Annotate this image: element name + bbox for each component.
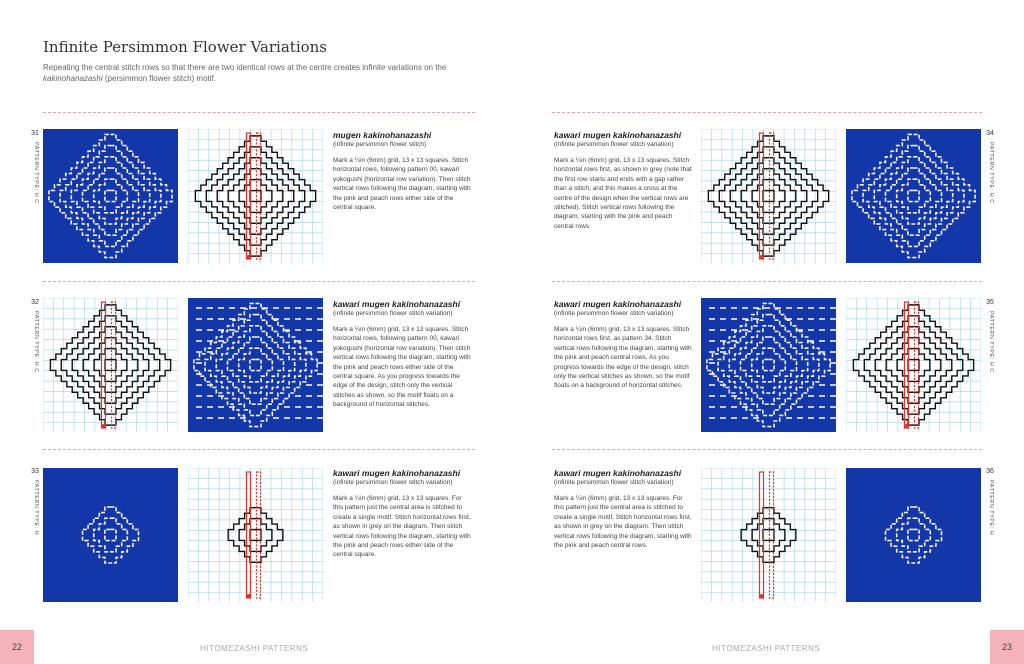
pattern-number: 34: [986, 130, 994, 137]
stitch-diagram: [846, 298, 981, 432]
stitch-photo: [43, 468, 178, 602]
footer-running-title: HITOMEZASHI PATTERNS: [200, 644, 309, 653]
page-title: Infinite Persimmon Flower Variations: [43, 38, 328, 56]
pattern-heading: mugen kakinohanazashi: [333, 130, 432, 140]
pattern-subtitle: (infinite persimmon flower stitch): [333, 141, 427, 148]
pattern-body: Mark a ¼in (6mm) grid, 13 x 13 squares. Stitch horizontal rows first, as shown in grey (note that the first row starts and ends with a gap rather than a stitch, and this makes a cross at the centre of the design when the vertical rows are stitched). Stitch vertical rows following the diagram, starting with the pink and peach central rows.: [554, 157, 692, 230]
pattern-description: [333, 299, 471, 410]
pattern-subtitle: (infinite persimmon flower stitch variation): [554, 479, 674, 486]
stitch-photo: [701, 298, 836, 432]
stitch-photo: [846, 468, 981, 602]
pattern-type-label: PATTERN TYPE: H: [988, 480, 994, 536]
pattern-number: 35: [986, 299, 994, 306]
pattern-body: Mark a ¼in (6mm) grid, 13 x 13 squares. For this pattern just the central area is stitched to create a single motif. Stitch horizontal rows first, as shown in grey on the diagram. Then stitch vertical rows following the diagram, starting with the pink and peach central rows.: [554, 495, 692, 550]
page-number-left: 22: [0, 630, 34, 664]
pattern-type-label: PATTERN TYPE: H C: [33, 142, 39, 204]
stitch-diagram: [188, 468, 323, 602]
stitch-diagram: [43, 298, 178, 432]
pattern-description: [333, 130, 471, 212]
stitch-photo: [846, 129, 981, 263]
page-number-right: 23: [990, 630, 1024, 664]
pattern-description: [333, 468, 471, 560]
pattern-description: [554, 299, 692, 391]
pattern-heading: kawari mugen kakinohanazashi: [554, 299, 682, 309]
pattern-number: 36: [986, 468, 994, 475]
pattern-subtitle: (infinite persimmon flower stitch variation): [333, 479, 453, 486]
stitch-diagram: [701, 468, 836, 602]
divider: [43, 281, 475, 282]
pattern-heading: kawari mugen kakinohanazashi: [554, 130, 682, 140]
pattern-description: [554, 130, 692, 231]
pattern-type-label: PATTERN TYPE: H C: [988, 142, 994, 204]
divider: [43, 449, 475, 450]
pattern-body: Mark a ¼in (6mm) grid, 13 x 13 squares. Stitch horizontal rows, following pattern 00, kawari yokogushi (horizontal row variation). Then stitch vertical rows following the diagram, starting with the pink and peach rows either side of the central square.: [333, 157, 471, 212]
pattern-body: Mark a ¼in (6mm) grid, 13 x 13 squares. For this pattern just the central area is stitched to create a single motif. Stitch horizontal rows first, as shown in grey on the diagram. Then stitch vertical rows following the diagram, starting with the pink and peach rows either side of the central square.: [333, 495, 471, 559]
pattern-description: [554, 468, 692, 550]
pattern-body: Mark a ¼in (6mm) grid, 13 x 13 squares. Stitch horizontal rows first, as pattern 34. Stitch vertical rows following the diagram, starting with the pink and peach central rows. As you progress towards the edge of the design, stitch only the vertical stitches as shown, so the motif floats on a background of horizontal stitches.: [554, 326, 692, 390]
pattern-type-label: PATTERN TYPE: H: [33, 480, 39, 536]
pattern-heading: kawari mugen kakinohanazashi: [333, 299, 461, 309]
pattern-number: 32: [31, 299, 39, 306]
stitch-photo: [43, 129, 178, 263]
stitch-diagram: [188, 129, 323, 263]
divider: [552, 112, 982, 113]
divider: [552, 449, 982, 450]
pattern-type-label: PATTERN TYPE: H C: [33, 311, 39, 373]
pattern-subtitle: (infinite persimmon flower stitch variation): [554, 141, 674, 148]
pattern-heading: kawari mugen kakinohanazashi: [554, 468, 682, 478]
divider: [43, 112, 475, 113]
pattern-number: 33: [31, 468, 39, 475]
stitch-photo: [188, 298, 323, 432]
pattern-subtitle: (infinite persimmon flower stitch variation): [554, 310, 674, 317]
pattern-body: Mark a ¼in (6mm) grid, 13 x 13 squares. Stitch horizontal rows, following pattern 00, kawari yokogushi (horizontal row variation). Then stitch vertical rows following the diagram, starting with the pink and peach rows either side of the central square. As you progress towards the edge of the design, stitch only the vertical stitches as shown, so the motif floats on a background of horizontal stitches.: [333, 326, 471, 409]
intro-text: Repeating the central stitch rows so that there are two identical rows at the centre creates infinite variations on the kakinohanazashi (persimmon flower stitch) motif.: [43, 63, 447, 83]
divider: [552, 281, 982, 282]
pattern-subtitle: (infinite persimmon flower stitch variation): [333, 310, 453, 317]
pattern-heading: kawari mugen kakinohanazashi: [333, 468, 461, 478]
stitch-diagram: [701, 129, 836, 263]
pattern-number: 31: [31, 130, 39, 137]
footer-running-title: HITOMEZASHI PATTERNS: [712, 644, 821, 653]
pattern-type-label: PATTERN TYPE: H C: [988, 311, 994, 373]
